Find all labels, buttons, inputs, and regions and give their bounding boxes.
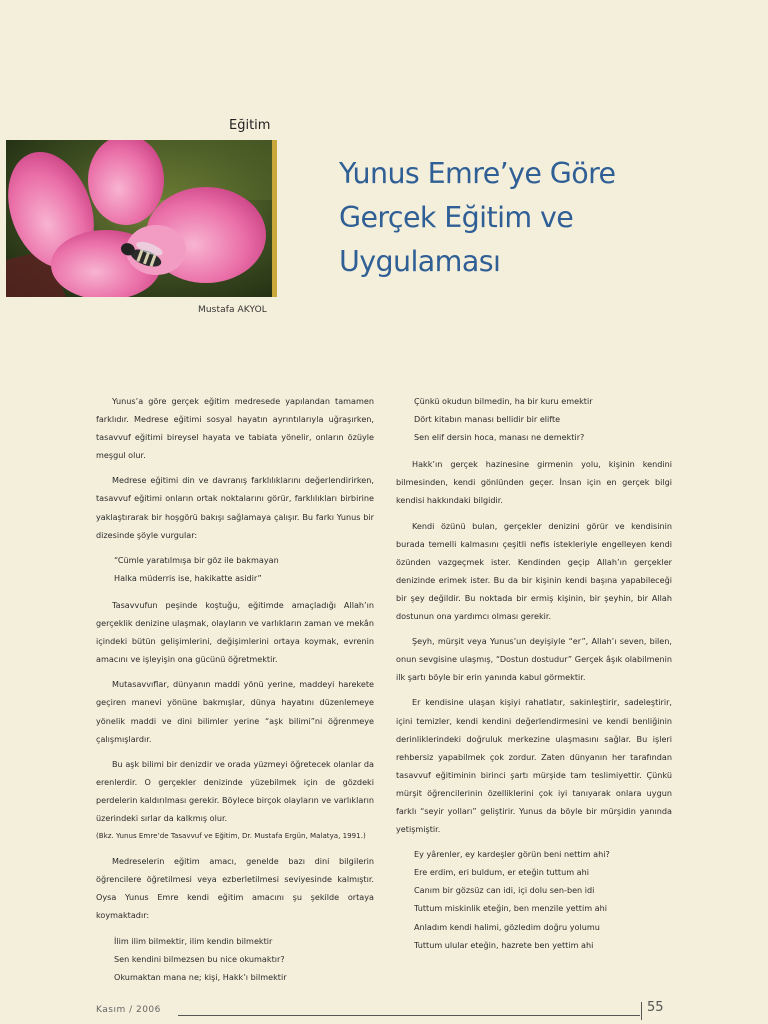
title-line: Gerçek Eğitim ve	[339, 201, 574, 234]
footer-rule	[178, 1015, 640, 1016]
right-column	[396, 392, 672, 963]
verse-line: Canım bir gözsüz can idi, içi dolu sen-ben idi	[414, 885, 595, 896]
paragraph: Er kendisine ulaşan kişiyi rahatlatır, sakinleştirir, sadeleştirir, içini temizler, kendi kendini değerlendirmesini ve kendi benliğinin derinliklerindeki doğruluk merkezine ulaşmasını sağlar. Bu işleri rehbersiz yapabilmek çok zordur. Zaten dünyanın her tarafından tasavvuf eğitiminin birinci şartı mürşide tam teslimiyettir. Çünkü mürşit öğrencilerinin özelliklerini çok iyi tanıyarak onlara uygun farklı “seyir yolları” geliştirir. Yunus da böyle bir mürşidin yanında yetişmiştir.	[396, 697, 672, 835]
article-title	[339, 152, 679, 284]
paragraph: Kendi özünü bulan, gerçekler denizini görür ve kendisinin burada temelli kalmasını çeşitli nefis istekleriyle engelleyen kendi özünden vazgeçmek ister. Kendinden geçip Allah’ın gerçekler denizinde erimek ister. Bu da bir kişinin kendi başına yapabileceği bir şey değildir. Bu noktada bir ermiş kişinin, bir şeyhin, bir Allah dostunun ona yardımcı olması gerekir.	[396, 520, 672, 622]
verse-line: Halka müderris ise, hakikatte asidir”	[114, 572, 262, 583]
verse-line: Sen kendini bilmezsen bu nice okumaktır?	[114, 953, 285, 964]
verse-line: Sen elif dersin hoca, manası ne demektir?	[414, 432, 585, 443]
verse-line: Anladım kendi halimi, gözledim doğru yolumu	[414, 921, 600, 932]
verse-line: Çünkü okudun bilmedin, ha bir kuru emektir	[414, 396, 593, 406]
paragraph: Mutasavvıflar, dünyanın maddi yönü yerine, maddeyi harekete geçiren manevi yönüne bakmışlar, dünya hayatını düzenlemeye yönelik maddi ve dini bilimler yerine “aşk bilimi”ni öğrenmeye çalışmışlardır.	[96, 679, 374, 744]
paragraph: Medrese eğitimi din ve davranış farklılıklarını değerlendirirken, tasavvuf eğitimi onların ortak noktalarını görür, farklılıkları birbirine yaklaştırarak bir hoşgörü bakışı sağlamaya çalışır. Bu farkı Yunus bir dizesinde şöyle vurgular:	[96, 475, 374, 540]
page-number: 55	[647, 1000, 664, 1015]
paragraph: Hakk’ın gerçek hazinesine girmenin yolu, kişinin kendini bilmesinden, kendi gönlünden geçer. İnsan için en gerçek bilgi kendisi hakkındaki bilgidir.	[396, 459, 672, 506]
paragraph: Medreselerin eğitim amacı, genelde bazı dini bilgilerin öğrencilere öğretilmesi veya ezberletilmesi seviyesinde kalmıştır. Oysa Yunus Emre kendi eğitim amacını şu şekilde ortaya koymaktadır:	[96, 856, 374, 921]
title-line: Yunus Emre’ye Göre	[339, 157, 616, 190]
footer-divider	[641, 1002, 642, 1020]
citation-note: (Bkz. Yunus Emre’de Tasavvuf ve Eğitim, Dr. Mustafa Ergün, Malatya, 1991.)	[96, 831, 366, 841]
verse	[96, 551, 374, 587]
verse	[96, 932, 374, 986]
paragraph: Şeyh, mürşit veya Yunus’un deyişiyle “er”, Allah’ı seven, bilen, onun sevgisine ulaşmış, “Dostun dostudur” Gerçek âşık olabilmenin ilk şartı böyle bir erin yanında kabul görmektir.	[396, 636, 672, 683]
verse-line: Ere erdim, eri buldum, er eteğin tuttum ahi	[414, 867, 590, 878]
paragraph: Tasavvufun peşinde koştuğu, eğitimde amaçladığı Allah’ın gerçeklik denizine ulaşmak, olayların ve varlıkların zaman ve mekân içindeki bütün gelişimlerini, değişimlerini ortaya koymak, evrenin amacını ve işleyişin ona gücünü öğretmektir.	[96, 599, 374, 665]
verse-line: “Cümle yaratılmışa bir göz ile bakmayan	[114, 554, 279, 565]
paragraph: Bu aşk bilimi bir denizdir ve orada yüzmeyi öğretecek olanlar da erenlerdir. O gerçekler denizinde yüzebilmek için de gözdeki perdelerin kaldırılması gerekir. Böylece birçok olayların ve varlıkların üzerindeki sırlar da kalkmış olur.	[96, 758, 374, 823]
bee-on-flower-photo	[6, 140, 277, 297]
verse	[396, 845, 672, 954]
verse-line: Tuttum miskinlik eteğin, ben menzile yettim ahi	[414, 903, 608, 914]
verse-line: İlim ilim bilmektir, ilim kendin bilmektir	[114, 935, 273, 946]
verse-line: Dört kitabın manası bellidir bir elifte	[414, 414, 561, 425]
paragraph: Yunus’a göre gerçek eğitim medresede yapılandan tamamen farklıdır. Medrese eğitimi sosyal hayatın ayrıntılarıyla uğraşırken, tasavvuf eğitimi bireysel hayata ve tabiata yönelir, onların özüyle meşgul olur.	[96, 396, 374, 461]
verse	[396, 392, 672, 446]
verse-line: Tuttum ulular eteğin, hazrete ben yettim ahi	[414, 939, 594, 950]
verse-line: Ey yârenler, ey kardeşler görün beni nettim ahi?	[414, 849, 610, 860]
issue-date: Kasım / 2006	[96, 1005, 161, 1015]
author-name: Mustafa AKYOL	[198, 305, 267, 315]
title-line: Uygulaması	[339, 245, 501, 278]
left-column	[96, 392, 374, 995]
section-label: Eğitim	[229, 118, 271, 133]
verse-line: Okumaktan mana ne; kişi, Hakk’ı bilmektir	[114, 971, 287, 982]
flower-image	[6, 140, 272, 297]
